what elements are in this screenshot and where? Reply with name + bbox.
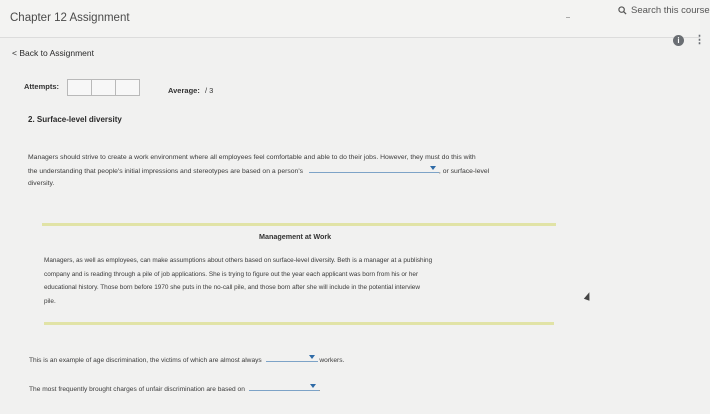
attempt-box [115,79,140,96]
search-label: Search this course [631,5,710,16]
back-to-assignment-link[interactable]: < Back to Assignment [12,48,94,58]
mouse-cursor [584,291,592,301]
question-1-text: This is an example of age discrimination, the victims of which are almost always [29,357,262,364]
age-group-dropdown[interactable] [266,353,318,362]
case-line: company and is reading through a pile of job applications. She is trying to figure out the year each applicant was born from his or her [44,270,419,278]
average-value: / 3 [205,86,214,95]
attempts-label: Attempts: [24,82,59,91]
question-2 [29,382,321,393]
chevron-down-icon [430,166,436,170]
attempt-indicators [67,79,139,96]
case-line: educational history. Those born before 1970 she puts in the no-call pile, and those born after she will include in the potential interview [44,284,420,291]
question-title: 2. Surface-level diversity [28,115,122,124]
diversity-type-dropdown[interactable] [309,164,439,173]
case-line: Managers, as well as employees, can make assumptions about others based on surface-level diversity. Beth is a manager at a publishing [44,257,433,264]
info-icon[interactable]: i [673,35,684,46]
search-course[interactable] [618,5,710,16]
chevron-down-icon [309,355,315,359]
search-icon [618,6,627,15]
discrimination-basis-dropdown[interactable] [249,382,319,391]
case-title: Management at Work [259,232,332,241]
attempt-box [67,79,92,96]
intro-line: diversity. [28,180,55,187]
question-intro [28,152,603,190]
chevron-down-icon [310,384,316,388]
case-text [44,254,564,308]
intro-line: Managers should strive to create a work environment where all employees feel comfortable and able to do their jobs. However, they must do this with [28,154,476,161]
intro-text: , or surface-level [438,168,490,175]
average-label: Average: [168,86,200,95]
question-2-suffix: . [318,386,321,393]
case-rule-top [42,223,556,226]
case-line: pile. [44,297,56,305]
question-1-suffix: workers. [319,357,345,364]
page-title: Chapter 12 Assignment [10,12,130,24]
more-options-icon[interactable]: ⋮ [694,34,705,46]
question-2-text: The most frequently brought charges of unfair discrimination are based on [29,386,245,393]
attempt-box [91,79,116,96]
case-rule-bottom [44,322,554,325]
divider [566,17,570,18]
intro-text: the understanding that people's initial impressions and stereotypes are based on a person's [28,168,304,175]
intro-line [28,164,603,178]
question-1 [29,353,344,364]
